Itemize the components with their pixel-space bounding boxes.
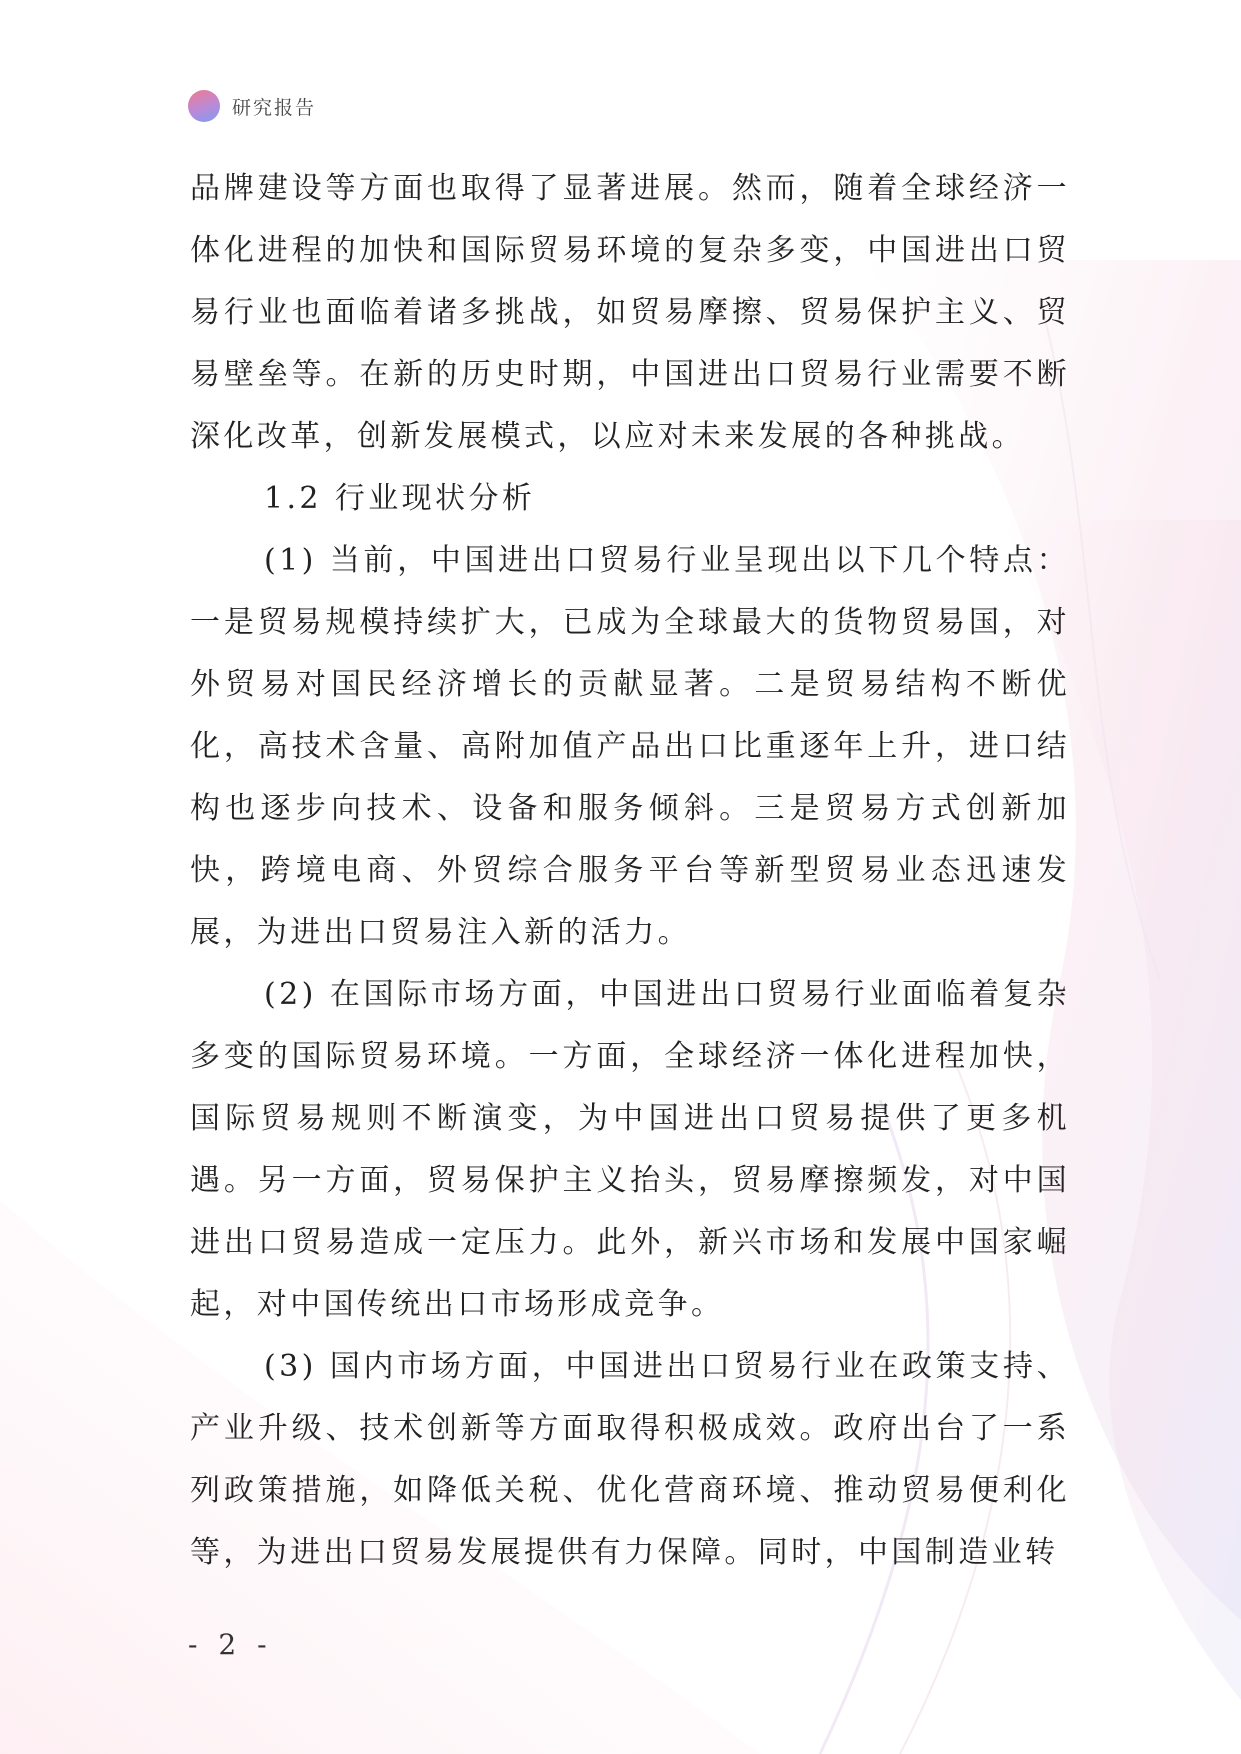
paragraph-intro-continued: 品牌建设等方面也取得了显著进展。然而，随着全球经济一体化进程的加快和国际贸易环境的复杂多变，中国进出口贸易行业也面临着诸多挑战，如贸易摩擦、贸易保护主义、贸易壁垒等。在新的历史时期，中国进出口贸易行业需要不断深化改革，创新发展模式，以应对未来发展的各种挑战。 [190, 171, 1070, 454]
report-logo-icon [188, 90, 220, 122]
paragraph-point-3: (3) 国内市场方面，中国进出口贸易行业在政策支持、产业升级、技术创新等方面取得积极成效。政府出台了一系列政策措施，如降低关税、优化营商环境、推动贸易便利化等，为进出口贸易发展提供有力保障。同时，中国制造业转 [190, 1349, 1070, 1570]
paragraph-point-2: (2) 在国际市场方面，中国进出口贸易行业面临着复杂多变的国际贸易环境。一方面，全球经济一体化进程加快，国际贸易规则不断演变，为中国进出口贸易提供了更多机遇。另一方面，贸易保护主义抬头，贸易摩擦频发，对中国进出口贸易造成一定压力。此外，新兴市场和发展中国家崛起，对中国传统出口市场形成竞争。 [190, 977, 1070, 1322]
paragraph-point-1: (1) 当前，中国进出口贸易行业呈现出以下几个特点：一是贸易规模持续扩大，已成为全球最大的货物贸易国，对外贸易对国民经济增长的贡献显著。二是贸易结构不断优化，高技术含量、高附加值产品出口比重逐年上升，进口结构也逐步向技术、设备和服务倾斜。三是贸易方式创新加快，跨境电商、外贸综合服务平台等新型贸易业态迅速发展，为进出口贸易注入新的活力。 [190, 543, 1070, 950]
section-heading: 1.2 行业现状分析 [264, 481, 536, 516]
header-title: 研究报告 [232, 96, 317, 119]
document-body [190, 158, 1070, 1584]
page-number: - 2 - [188, 1628, 273, 1661]
report-header [188, 90, 316, 122]
